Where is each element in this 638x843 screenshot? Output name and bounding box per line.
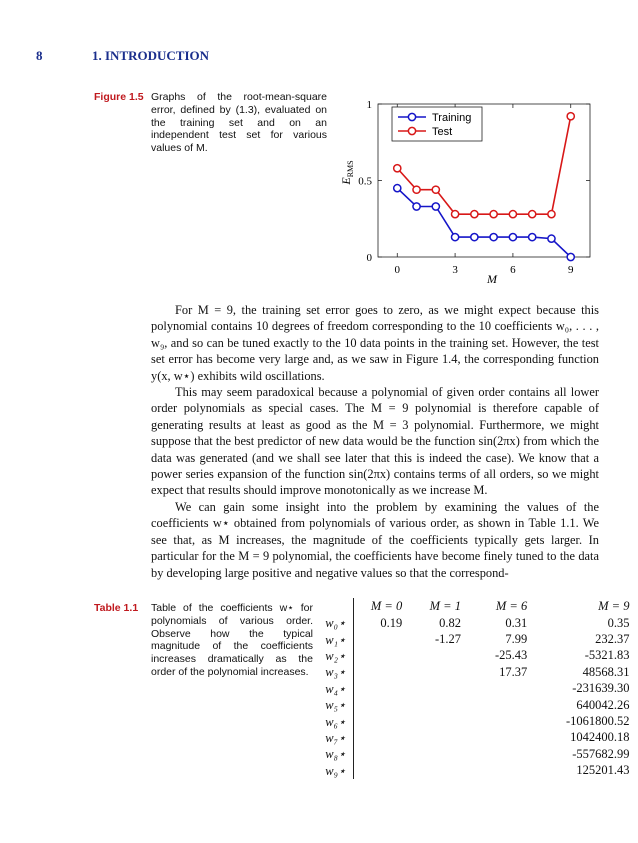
table-row <box>318 730 638 746</box>
table-row <box>318 664 638 680</box>
table-cell <box>354 730 411 746</box>
table-cell: -1061800.52 <box>565 714 630 729</box>
chapter-title: 1. INTRODUCTION <box>92 48 210 63</box>
table-cell <box>410 648 469 664</box>
table-cell <box>410 681 469 697</box>
table-corner <box>318 598 354 615</box>
table-cell: -25.43 <box>494 648 528 663</box>
data-point-test <box>490 211 497 218</box>
table-row <box>318 746 638 762</box>
data-point-test <box>394 165 401 172</box>
table-cell <box>410 746 469 762</box>
table-cell <box>354 746 411 762</box>
data-point-training <box>451 234 458 241</box>
legend-label: Training <box>432 112 472 124</box>
x-tick-label: 3 <box>452 264 458 276</box>
data-point-test <box>567 113 574 120</box>
table-cell: 0.35 <box>607 615 630 630</box>
table-cell: 0.19 <box>380 615 403 630</box>
table-cell: 0.82 <box>439 615 461 630</box>
table-cell: 48568.31 <box>582 664 630 679</box>
table-row <box>318 697 638 713</box>
row-label: w₀⋆ <box>318 615 354 631</box>
data-point-test <box>509 211 516 218</box>
table-cell <box>354 697 411 713</box>
table-cell: 125201.43 <box>576 763 630 778</box>
table-cell <box>469 730 535 746</box>
data-point-training <box>432 203 439 210</box>
x-tick-label: 6 <box>510 264 516 276</box>
table-cell <box>410 697 469 713</box>
y-axis-label-subscript: RMS <box>346 160 355 178</box>
table-cell: 0.31 <box>505 615 528 630</box>
paragraph-1: For M = 9, the training set error goes to zero, as we might expect because this polynomial contains 10 degrees of freedom corresponding to the 10 coefficients w₀, . . . , w₉, and so can be tuned exactly to the 10 data points in the training set. However, the test set error has become very large and, as we saw in Figure 1.4, the corresponding function y(x, w⋆) exhibits wild oscillations. <box>151 303 599 383</box>
table-cell: -557682.99 <box>572 746 630 761</box>
table-row <box>318 681 638 697</box>
y-tick-label: 1 <box>366 99 372 111</box>
page-number: 8 <box>36 48 43 63</box>
data-point-test <box>548 211 555 218</box>
series-line-training <box>397 188 570 257</box>
row-label: w₂⋆ <box>318 648 354 664</box>
row-label: w₉⋆ <box>318 763 354 779</box>
table-cell: 1042400.18 <box>570 730 630 745</box>
table-cell <box>410 664 469 680</box>
table-label: Table 1.1 <box>94 602 139 614</box>
table-cell <box>469 713 535 729</box>
row-label: w₆⋆ <box>318 713 354 729</box>
table-cell <box>354 631 411 647</box>
table-cell: 17.37 <box>499 664 528 679</box>
table-cell <box>354 648 411 664</box>
table-cell: -5321.83 <box>584 648 630 663</box>
table-row <box>318 648 638 664</box>
data-point-training <box>548 235 555 242</box>
table-caption: Table of the coefficients w⋆ for polynomials of various order. Observe how the typical magnitude of the coefficients increases dramatically as the order of the polynomial increases. <box>151 602 313 678</box>
row-label: w₅⋆ <box>318 697 354 713</box>
table-cell <box>354 681 411 697</box>
legend-marker <box>408 127 415 134</box>
x-axis-label: M <box>487 272 497 286</box>
column-header: M = 1 <box>429 599 461 613</box>
data-point-training <box>509 234 516 241</box>
table-cell <box>410 730 469 746</box>
table-row <box>318 615 638 631</box>
data-point-test <box>413 186 420 193</box>
rms-error-chart <box>330 92 600 287</box>
table-cell: 7.99 <box>505 632 528 647</box>
data-point-training <box>394 185 401 192</box>
body-text <box>151 302 599 581</box>
table-cell <box>469 746 535 762</box>
y-tick-label: 0 <box>366 252 372 264</box>
table-cell <box>469 681 535 697</box>
table-cell <box>410 713 469 729</box>
table-cell <box>354 664 411 680</box>
table-cell: 232.37 <box>595 632 630 647</box>
figure-caption: Graphs of the root-mean-square error, defined by (1.3), evaluated on the training set and on an independent test set for various values of M. <box>151 91 327 155</box>
column-header: M = 6 <box>495 599 528 613</box>
table-cell <box>354 763 411 779</box>
data-point-training <box>567 253 574 260</box>
paragraph-3: We can gain some insight into the problem by examining the values of the coefficients w⋆ obtained from polynomials of various order, as shown in Table 1.1. We see that, as M increases, the magnitude of the coefficients typically gets larger. In particular for the M = 9 polynomial, the coefficients have become finely tuned to the data by developing large positive and negative values so that the correspond- <box>151 499 599 580</box>
table-row <box>318 713 638 729</box>
data-point-training <box>490 234 497 241</box>
y-tick-label: 0.5 <box>358 175 372 188</box>
table-row <box>318 631 638 647</box>
table-header-row <box>318 598 638 615</box>
row-label: w₇⋆ <box>318 730 354 746</box>
table-cell: -1.27 <box>434 632 461 647</box>
x-tick-label: 9 <box>567 264 574 276</box>
column-header: M = 0 <box>370 599 403 613</box>
row-label: w₃⋆ <box>318 664 354 680</box>
row-label: w₄⋆ <box>318 681 354 697</box>
table-cell <box>410 763 469 779</box>
row-label: w₁⋆ <box>318 631 354 647</box>
table-cell <box>354 713 411 729</box>
legend-label: Test <box>432 126 453 138</box>
data-point-test <box>529 211 536 218</box>
data-point-test <box>432 186 439 193</box>
table-cell <box>469 697 535 713</box>
table-cell: 640042.26 <box>576 697 630 712</box>
paragraph-2: This may seem paradoxical because a polynomial of given order contains all lower order polynomials as special cases. The M = 9 polynomial is therefore capable of generating results at least as good as the M = 3 polynomial. Furthermore, we might suppose that the best predictor of new data would be the function sin(2πx) from which the data was generated (and we shall see later that this is indeed the case). We know that a power series expansion of the function sin(2πx) contains terms of all orders, so we might expect that results should improve monotonically as we increase M. <box>151 385 599 498</box>
table-row <box>318 763 638 779</box>
legend-marker <box>408 113 415 120</box>
table-cell: -231639.30 <box>572 681 630 696</box>
data-point-test <box>451 211 458 218</box>
table-cell <box>469 763 535 779</box>
column-header: M = 9 <box>598 599 630 613</box>
y-axis-label: $E_{RMS}$ <box>339 160 355 185</box>
data-point-test <box>471 211 478 218</box>
data-point-training <box>471 234 478 241</box>
data-point-training <box>413 203 420 210</box>
data-point-training <box>529 234 536 241</box>
figure-label: Figure 1.5 <box>94 91 144 103</box>
x-tick-label: 0 <box>394 264 401 276</box>
row-label: w₈⋆ <box>318 746 354 762</box>
coefficients-table <box>318 598 638 779</box>
